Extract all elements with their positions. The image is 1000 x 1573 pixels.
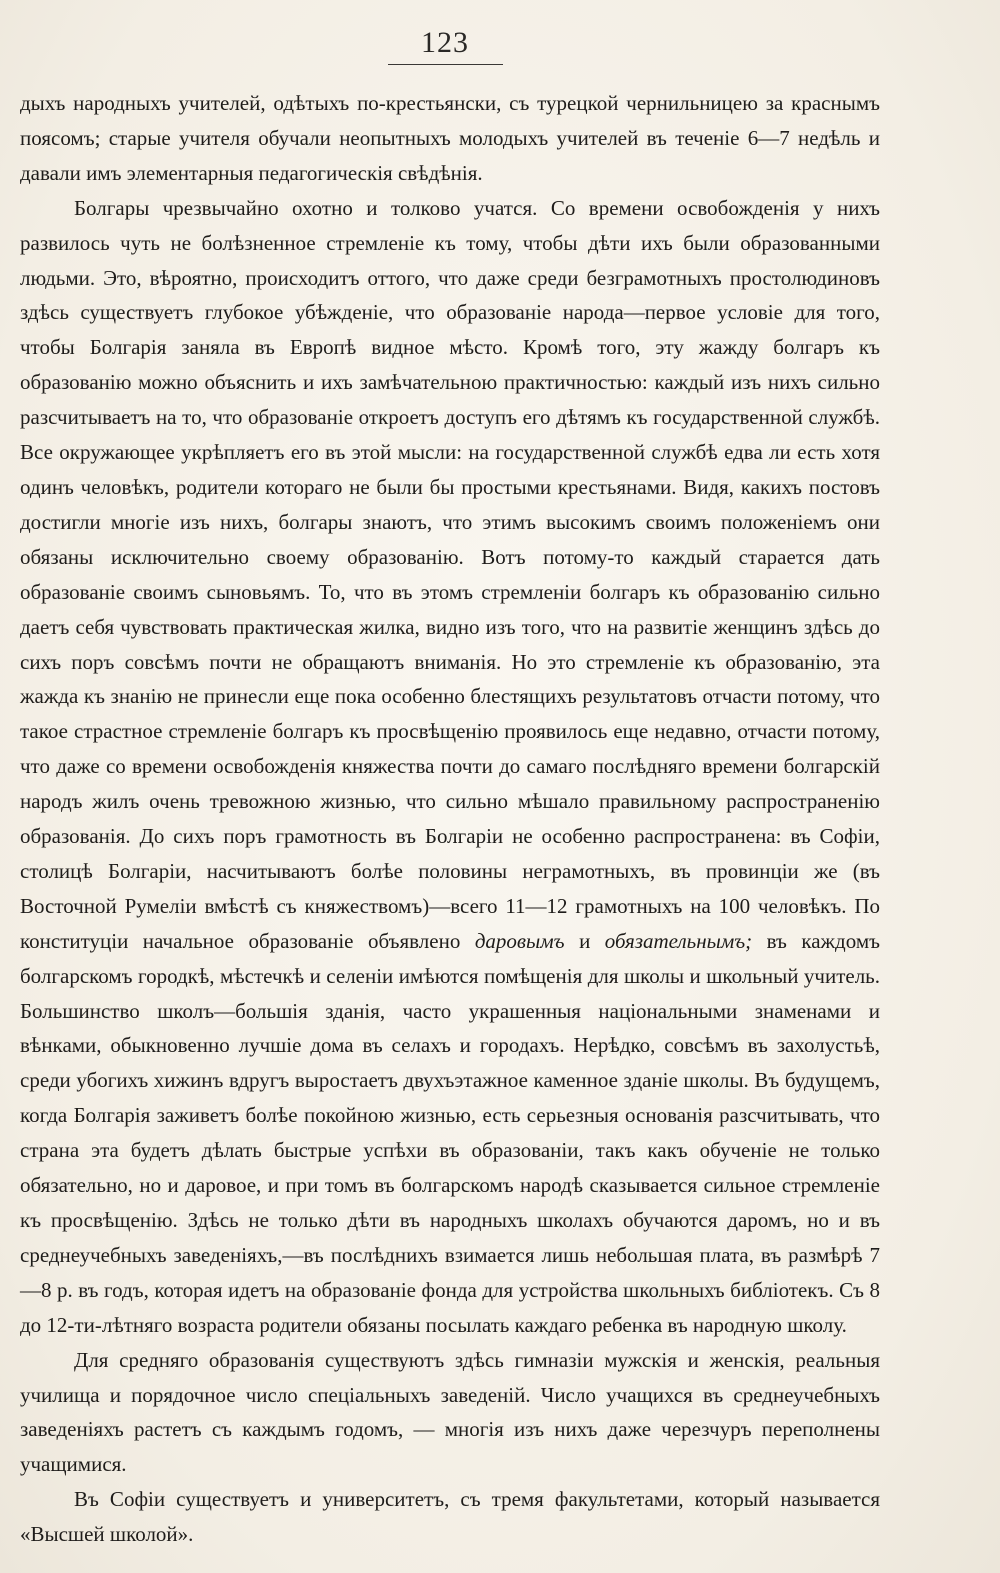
paragraph-text: дыхъ народныхъ учителей, одѣтыхъ по-крестьянски, съ турецкой чернильницею за краснымъ поясомъ; старые учителя обучали неопытныхъ молодыхъ учителей въ теченіе 6—7 недѣль и давали имъ элементарныя педагогическія свѣдѣнія. [20, 91, 880, 185]
paragraph-text: и [564, 928, 605, 953]
paragraph-text: Въ Софіи существуетъ и университетъ, съ тремя факультетами, который называется «Высшей школой». [20, 1487, 880, 1547]
paragraph-secondary-education [20, 1343, 880, 1483]
paragraph-text: Болгары чрезвычайно охотно и толково учатся. Со времени освобожденія у нихъ развилось чуть не болѣзненное стремленіе къ тому, чтобы дѣти ихъ были образованными людьми. Это, вѣроятно, происходитъ оттого, что даже среди безграмотныхъ простолюдиновъ здѣсь существуетъ глубокое убѣжденіе, что образованіе народа—первое условіе для того, чтобы Болгарія заняла въ Европѣ видное мѣсто. Кромѣ того, эту жажду болгаръ къ образованію можно объяснить и ихъ замѣчательною практичностью: каждый изъ нихъ сильно разсчитываетъ на то, что образованіе откроетъ доступъ его дѣтямъ къ государственной службѣ. Все окружающее укрѣпляетъ его въ этой мысли: на государственной службѣ едва ли есть хотя одинъ человѣкъ, родители котораго не были бы простыми крестьянами. Видя, какихъ постовъ достигли многіе изъ нихъ, болгары знаютъ, что этимъ высокимъ своимъ положеніемъ они обязаны исключительно своему образованію. Вотъ потому-то каждый старается дать образованіе своимъ сыновьямъ. То, что въ этомъ стремленіи болгаръ къ образованію сильно даетъ себя чувствовать практическая жилка, видно изъ того, что на развитіе женщинъ здѣсь до сихъ поръ совсѣмъ почти не обращаютъ вниманія. Но это стремленіе къ образованію, эта жажда къ знанію не принесли еще пока особенно блестящихъ результатовъ отчасти потому, что такое страстное стремленіе болгаръ къ просвѣщенію проявилось еще недавно, отчасти потому, что даже со времени освобожденія княжества почти до самаго послѣдняго времени болгарскій народъ жилъ очень тревожною жизнью, что сильно мѣшало правильному распространенію образованія. До сихъ поръ грамотность въ Болгаріи не особенно распространена: въ Софіи, столицѣ Болгаріи, насчитываютъ болѣе половины неграмотныхъ, въ провинціи же (въ Восточной Румеліи вмѣстѣ съ княжествомъ)—всего 11—12 грамотныхъ на 100 человѣкъ. По конституціи начальное образованіе объявлено [20, 195, 880, 953]
paragraph-bulgarians-learning [20, 191, 880, 1343]
body-text [20, 86, 880, 1552]
paragraph-university [20, 1482, 880, 1552]
paragraph-text: Для средняго образованія существуютъ здѣсь гимназіи мужскія и женскія, реальныя училища и порядочное число спеціальныхъ заведеній. Число учащихся въ среднеучебныхъ заведеніяхъ растетъ съ каждымъ годомъ, — многія изъ нихъ даже черезчуръ переполнены учащимися. [20, 1347, 880, 1477]
paragraph-text: въ каждомъ болгарскомъ городкѣ, мѣстечкѣ и селеніи имѣются помѣщенія для школы и школьный учитель. Большинство школъ—большія зданія, часто украшенныя національными знаменами и вѣнками, обыкновенно лучшіе дома въ селахъ и городахъ. Нерѣдко, совсѣмъ въ захолустьѣ, среди убогихъ хижинъ вдругъ выростаетъ двухъэтажное каменное зданіе школы. Въ будущемъ, когда Болгарія заживетъ болѣе покойною жизнью, есть серьезныя основанія разсчитывать, что страна эта будетъ дѣлать быстрые успѣхи въ образованіи, такъ какъ обученіе не только обязательно, но и даровое, и при томъ въ болгарскомъ народѣ сказывается сильное стремленіе къ просвѣщенію. Здѣсь не только дѣти въ народныхъ школахъ обучаются даромъ, но и въ среднеучебныхъ заведеніяхъ,—въ послѣднихъ взимается лишь небольшая плата, въ размѣрѣ 7—8 р. въ годъ, которая идетъ на образованіе фонда для устройства школьныхъ библіотекъ. Съ 8 до 12-ти-лѣтняго возраста родители обязаны посылать каждаго ребенка въ народную школу. [20, 928, 880, 1337]
paragraph-continuation [20, 86, 880, 191]
page-number: 123 [421, 26, 469, 59]
italic-term-free: даровымъ [474, 928, 565, 953]
italic-term-compulsory: обязательнымъ; [604, 928, 753, 953]
header-rule [388, 64, 503, 65]
